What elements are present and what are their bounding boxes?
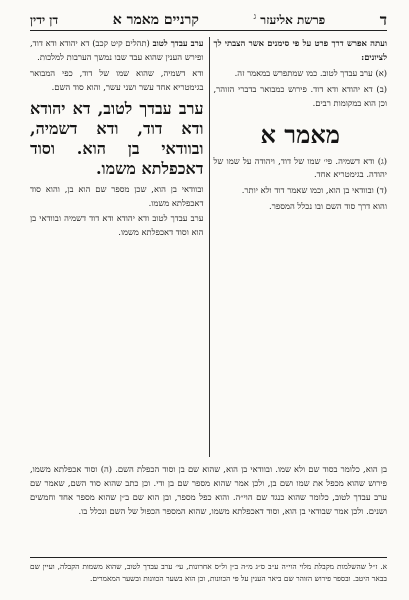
running-head-right-text: פרשת אליעזר bbox=[260, 13, 326, 27]
intro-paragraph: ועתה אפרש דרך פרט על פי סימנים אשר הצבתי לך לציונים: bbox=[213, 38, 387, 62]
note-e: והוא דרך סוד השם ובו נכלל המספר. bbox=[269, 201, 387, 212]
column-left bbox=[30, 37, 204, 457]
left-paragraph-4: ערב עבדך לטוב ודא יהודא ודא דוד דשמיה ובוודאי בן הוא וסוד דאכפלתא משמו. bbox=[30, 213, 204, 238]
footnote-divider bbox=[30, 557, 387, 558]
left-paragraph-2: ודא דשמיה, שהוא שמו של דוד, כפי המבואר בגימטריא אחד עשר ושני עשר, והוא סוד השם. bbox=[30, 67, 204, 92]
page-header bbox=[30, 10, 387, 31]
left-paragraph-1-text: (תהלים קיט קכב) דא יהודא ודא דוד, ופירש הענין שהוא עבד שבו נמשך הערבות למלכות. bbox=[30, 38, 204, 62]
two-column-body bbox=[30, 37, 387, 457]
page-letter: ד bbox=[379, 10, 387, 29]
left-paragraph-1 bbox=[30, 37, 204, 65]
left-paragraph-3: ובוודאי בן הוא, שכן מספר שם הוא בן, והוא סוד דאכפלתא משמו. bbox=[30, 183, 204, 208]
full-width-commentary: בן הוא, כלומר בסוד שם ולא שמו. ובוודאי בן הוא, שהוא שם בן וסוד הכפלת השם. (ה) וסוד אכפלתא משמו, פירוש שהוא מכפל את שמו ושם בן, ולכן אמר שהוא מספר שם בן ודי. וכן כתב שהוא סוד השם, שאמר שם ערב עבדך לטוב, כלומר שהוא כנגד שם הוי״ה. והוא כפל מספר, ובן הוא שם ב״ן שהוא מספר אחד וחמשים ושנים. ולכן אמר שבודאי בן הוא, וסוד דאכפלתא משמו, שהוא המספר הכפול של השם ונכלל בו. bbox=[30, 464, 387, 516]
left-lemma: ערב עבדך לטוב bbox=[152, 38, 204, 48]
footnote: א. ז״ל שהשלמות מקבלת מלוי הוי״ה ע״ב ס״ג מ״ה ב״ן ול״ס אחרונות, עי׳ ערב עבדך לטוב, שהוא משמות הקבלה, ועיין שם בבאר היטב. ובספר פירוש הזוהר שם ביאר הענין על פי הכוונות, וכן הוא בשער הכוונות ובשער המאמרים. bbox=[30, 562, 387, 583]
note-b: (ב) דא יהודא ודא דוד. פירוש כמבואר בדברי הזוהר, וכן הוא במקומות רבים. bbox=[213, 83, 387, 108]
running-head-right bbox=[253, 12, 325, 28]
note-c: (ג) ודא דשמיה. פי׳ שמו של דוד, ויהודה על שמו של יהודה. בגימטריא אחד. bbox=[213, 155, 387, 180]
column-right bbox=[214, 37, 388, 457]
note-d: (ד) ובוודאי בן הוא, וכמו שאמר דוד ולא יותר. bbox=[241, 185, 387, 196]
running-head-center: קרניים מאמר א bbox=[112, 11, 199, 28]
running-head-sup: ג bbox=[253, 12, 257, 21]
section-title: מאמר א bbox=[260, 119, 340, 149]
running-head-left: דן ידין bbox=[30, 12, 59, 27]
main-text: ערב עבדך לטוב, דא יהודא ודא דוד, ודא דשמיה, ובוודאי בן הוא. וסוד דאכפלתא משמו. bbox=[30, 98, 204, 178]
note-a: (א) ערב עבדך לטוב. כמו שמתפרש במאמר זה. bbox=[234, 67, 387, 78]
